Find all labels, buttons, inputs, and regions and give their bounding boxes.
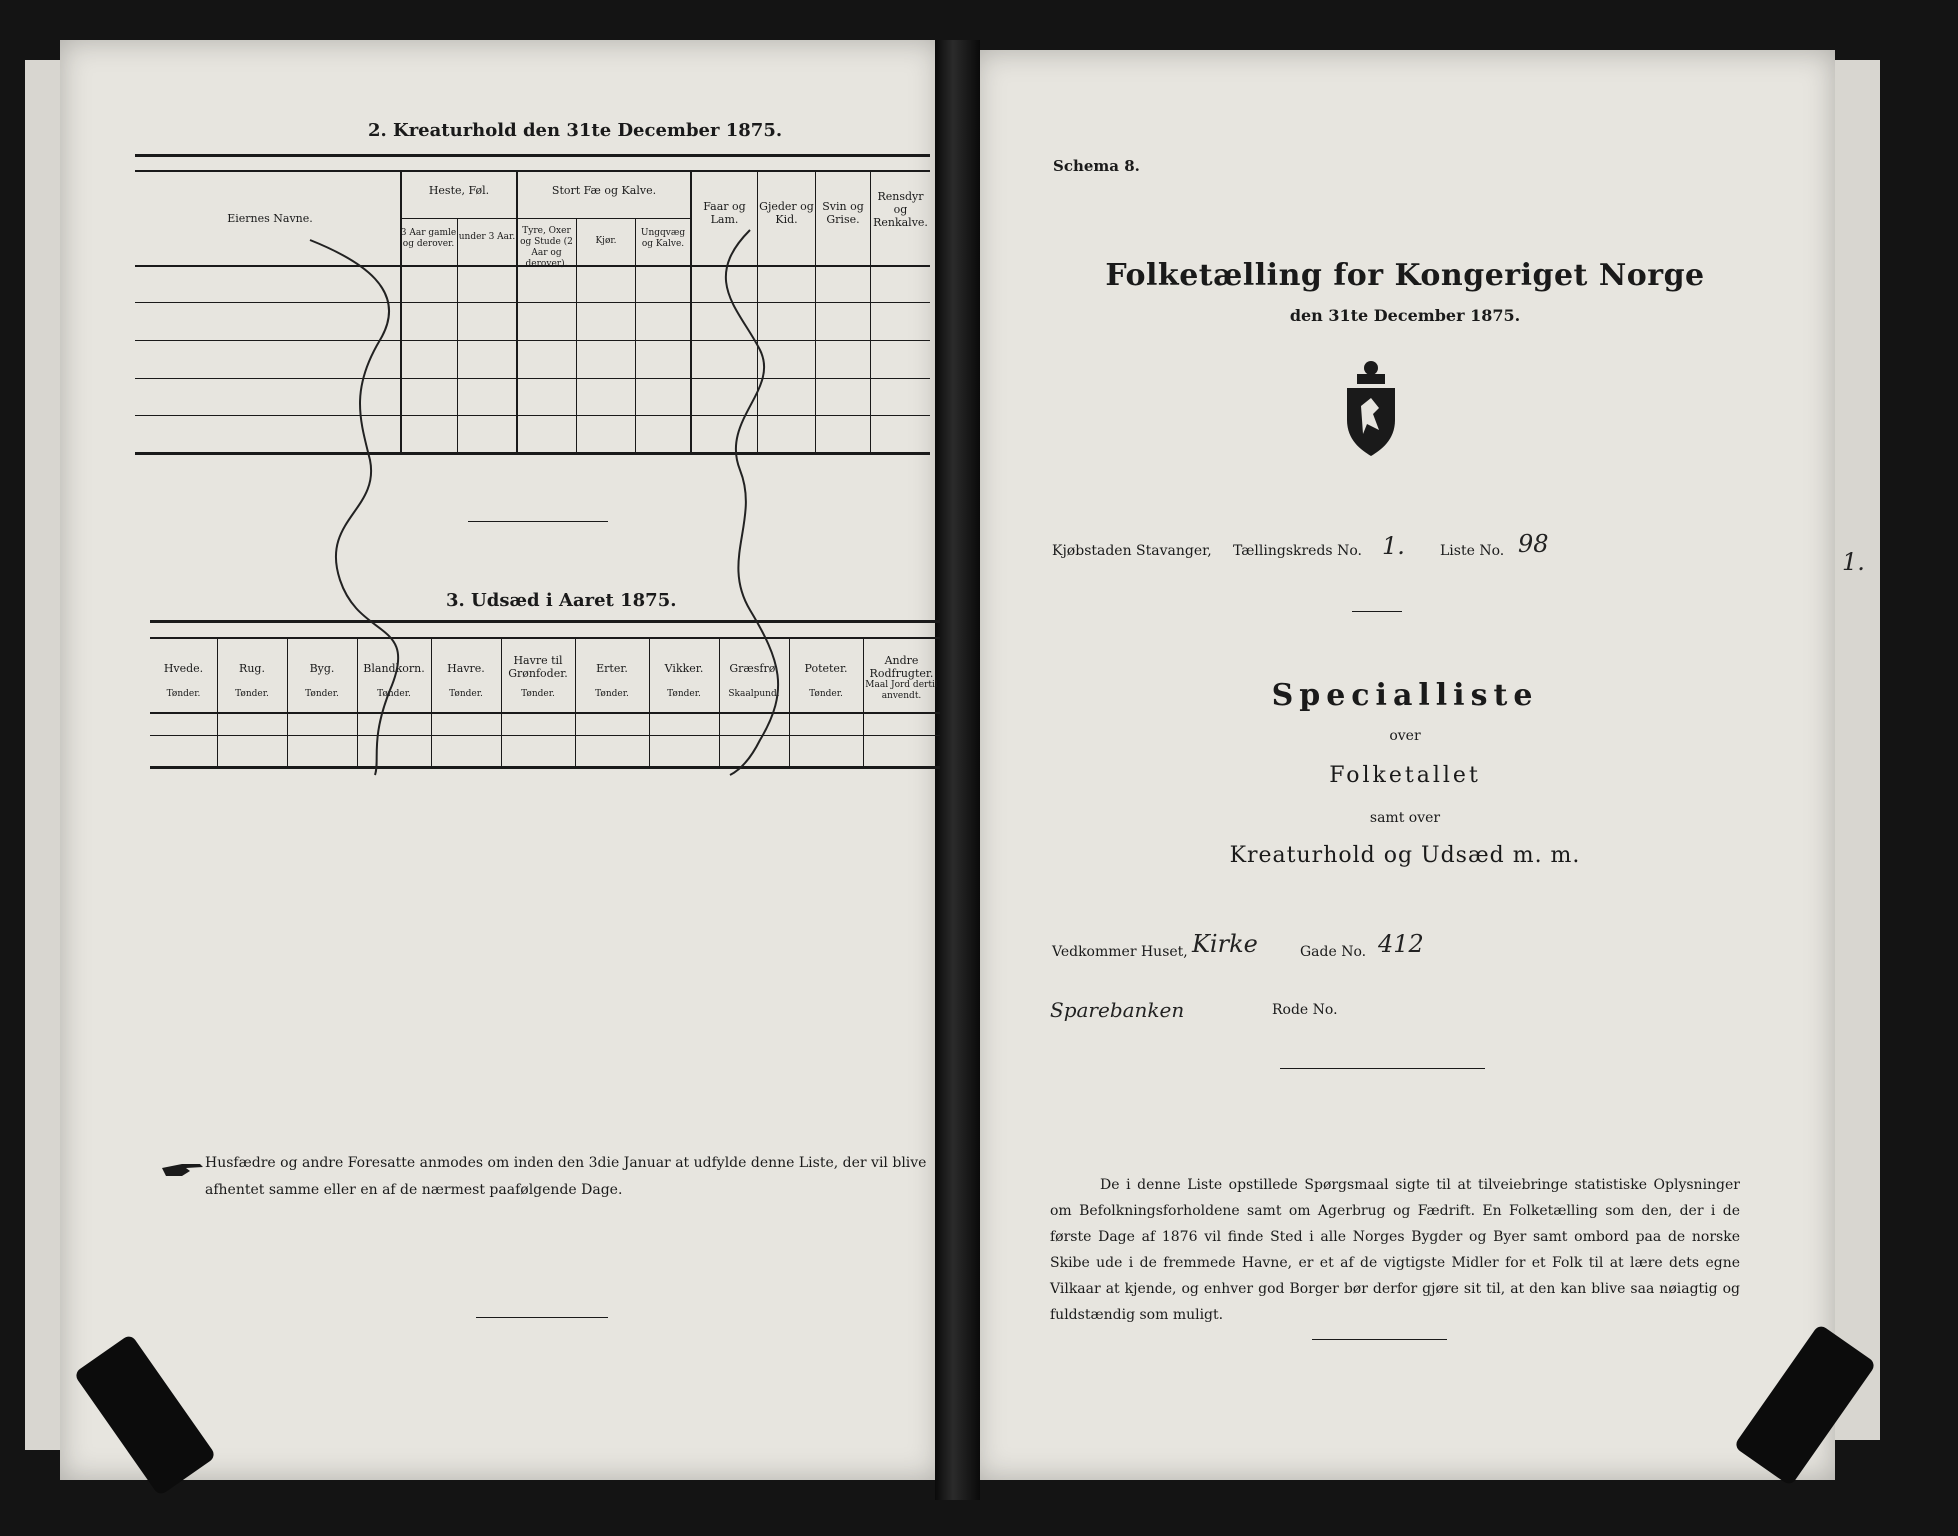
over-text: over: [1389, 728, 1421, 744]
table3-header-unit: Tønder.: [667, 689, 701, 699]
header-heste-under3: under 3 Aar.: [458, 232, 516, 242]
table2-top-rule: [135, 154, 930, 157]
table3-header-name: Hvede.: [163, 662, 204, 675]
header-rensdyr: Rensdyr og Renkalve.: [873, 190, 928, 229]
table3-header-unit: Skaalpund.: [728, 689, 780, 699]
specialliste-heading: Specialliste: [1271, 678, 1539, 713]
table2-rule: [135, 170, 930, 172]
table3-col-line: [649, 637, 650, 768]
table2-subheader-rule: [400, 218, 690, 219]
pointing-hand-icon: [160, 1158, 205, 1180]
header-heste-3aar: 3 Aar gamle og derover.: [400, 228, 457, 249]
folketallet-heading: Folketallet: [1329, 763, 1481, 788]
header-kjor: Kjør.: [595, 236, 617, 246]
header-faar: Faar og Lam.: [703, 200, 746, 226]
table3-header-unit: Tønder.: [377, 689, 411, 699]
coat-of-arms-icon: [1343, 358, 1399, 458]
left-bottom-rule: [476, 1317, 608, 1318]
table3-header-name: Andre Rodfrugter.: [869, 654, 934, 680]
table3-header-name: Græsfrø.: [729, 662, 779, 675]
section3-title: 3. Udsæd i Aaret 1875.: [446, 590, 677, 611]
section-divider: [468, 521, 608, 522]
street-name-handwritten: Kirke: [1192, 930, 1258, 958]
rode-label: Rode No.: [1272, 1002, 1338, 1018]
table2-col-line: [457, 218, 458, 454]
table3-header-name: Havre.: [447, 662, 485, 675]
table3-header-name: Rug.: [239, 662, 265, 675]
table3-header-unit: Tønder.: [166, 689, 201, 699]
table3-header-unit: Tønder.: [449, 689, 483, 699]
table3-header-name: Poteter.: [804, 662, 848, 675]
notice-text: Husfædre og andre Foresatte anmodes om inden den 3die Januar at udfylde denne Liste, der vil blive afhentet samme eller en af de nærmest paafølgende Dage.: [205, 1155, 927, 1198]
table3-top-rule: [150, 620, 940, 623]
table3-col-line: [575, 637, 576, 768]
cancel-stroke-right: [680, 220, 820, 780]
footnote-text: De i denne Liste opstillede Spørgsmaal sigte til at tilveiebringe statistiske Oplysninger om Befolkningsforholdene samt om Agerbrug og Fædrift. En Folketælling som den, der i de første Dage af 1876 vil finde Sted i alle Norges Bygder og Byer samt ombord paa de norske Skibe ude i de fremmede Havne, er et af de vigtigste Midler for et Folk til at lære dets egne Vilkaar at kjende, og enhver god Borger bør derfor gjøre sit til, at den kan blive saa nøiagtig og fuldstændig som muligt.: [1050, 1177, 1740, 1323]
liste-label: Liste No.: [1440, 543, 1505, 559]
schema-label: Schema 8.: [1053, 157, 1140, 175]
table3-rule: [150, 637, 940, 639]
header-tyre: Tyre, Oxer og Stude (2 Aar og derover).: [520, 226, 573, 269]
header-heste: Heste, Føl.: [428, 184, 490, 197]
table3-header-name: Havre til Grønfoder.: [508, 654, 568, 680]
header-gjeder: Gjeder og Kid.: [759, 200, 814, 226]
table3-row-line: [150, 735, 940, 736]
census-date: den 31te December 1875.: [1289, 306, 1521, 325]
vedkommer-label: Vedkommer Huset,: [1052, 944, 1188, 960]
table3-col-line: [287, 637, 288, 768]
table3-header-unit: Tønder.: [809, 689, 843, 699]
header-owner: Eiernes Navne.: [227, 212, 313, 225]
tellingskreds-value: 1.: [1382, 532, 1405, 560]
right-divider: [1280, 1068, 1485, 1069]
liste-value: 98: [1518, 530, 1549, 558]
table3-header-unit: Tønder.: [305, 689, 339, 699]
samt-over-text: samt over: [1369, 810, 1441, 826]
table3-header-unit: Tønder.: [235, 689, 269, 699]
table3-header-name: Erter.: [596, 662, 628, 675]
gade-value: 412: [1378, 930, 1424, 958]
header-stort-fae: Stort Fæ og Kalve.: [551, 184, 657, 197]
table3-col-line: [217, 637, 218, 768]
title-divider: [1352, 611, 1402, 612]
table2-col-line: [635, 218, 636, 454]
section2-title: 2. Kreaturhold den 31te December 1875.: [368, 120, 783, 141]
table3-header-unit: Tønder.: [595, 689, 629, 699]
rode-name-handwritten: Sparebanken: [1050, 998, 1185, 1022]
table3-header-unit: Maal Jord dertil anvendt.: [865, 680, 938, 701]
header-svin: Svin og Grise.: [822, 200, 864, 226]
table3-header-name: Blandkorn.: [363, 662, 425, 675]
page-title: Folketælling for Kongeriget Norge: [1105, 258, 1705, 293]
table3-header-name: Byg.: [309, 662, 335, 675]
table3-header-bottom: [150, 712, 940, 714]
tellingskreds-label: Tællingskreds No.: [1233, 543, 1362, 559]
margin-mark: 1.: [1842, 548, 1865, 576]
gade-label: Gade No.: [1300, 944, 1367, 960]
table3-bottom-rule: [150, 766, 940, 769]
table3-header-name: Vikker.: [664, 662, 704, 675]
table3-header-unit: Tønder.: [521, 689, 555, 699]
table2-col-line: [576, 218, 577, 454]
table2-col-line: [516, 170, 518, 454]
kreaturhold-heading: Kreaturhold og Udsæd m. m.: [1229, 843, 1581, 868]
kjobstaden-label: Kjøbstaden Stavanger,: [1052, 543, 1212, 559]
right-bottom-rule: [1312, 1339, 1447, 1340]
book-spine: [935, 40, 980, 1500]
header-ungqvaeg: Ungqvæg og Kalve.: [640, 228, 686, 249]
cancel-stroke-left: [300, 220, 440, 780]
